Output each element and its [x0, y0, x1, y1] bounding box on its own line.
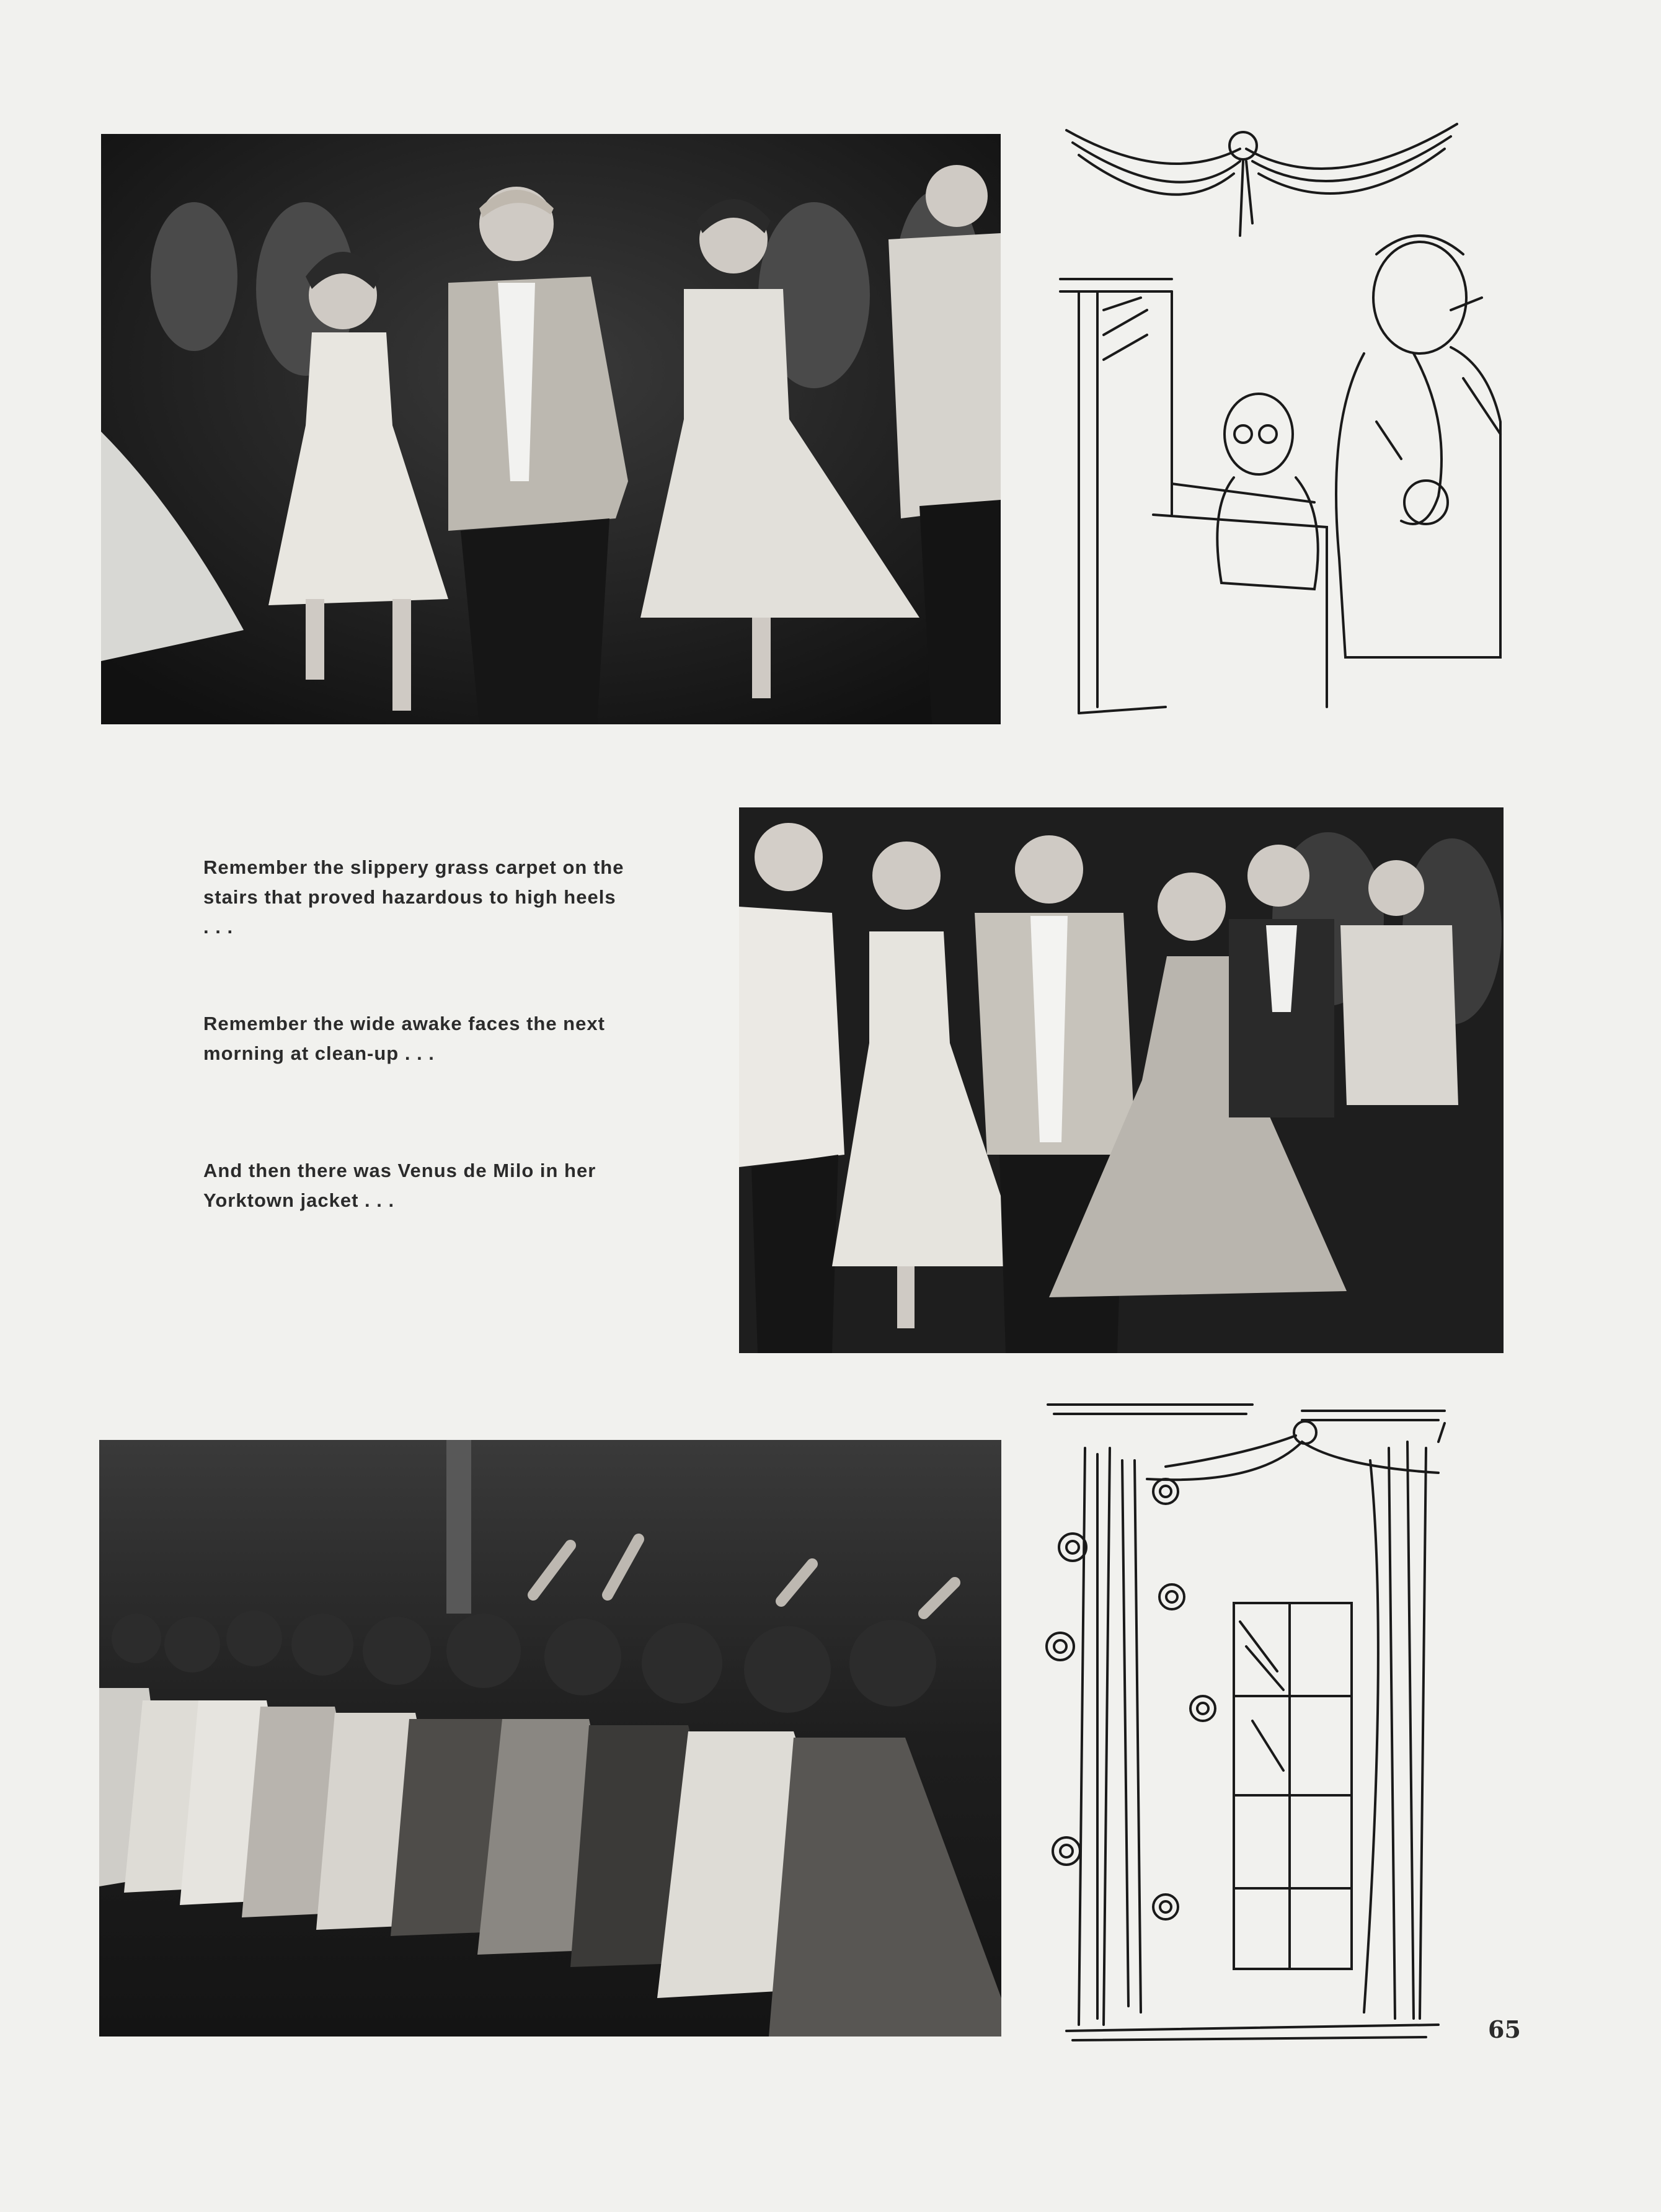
girls-dancing-line-photo: [99, 1440, 1001, 2037]
window-drapery-sketch: [1042, 1398, 1476, 2050]
dancing-couples-photo: [101, 134, 1001, 724]
band-sketch-pianist-saxophonist: [1054, 112, 1519, 732]
caption-grass-carpet: Remember the slippery grass carpet on the stairs that proved hazardous to high heels . . .: [203, 856, 624, 938]
couples-line-photo: [739, 807, 1504, 1353]
caption-venus-de-milo: And then there was Venus de Milo in her Yorktown jacket . . .: [203, 1160, 596, 1211]
caption-clean-up: Remember the wide awake faces the next morning at clean-up . . .: [203, 1013, 605, 1064]
page-number: 65: [1488, 2015, 1521, 2043]
